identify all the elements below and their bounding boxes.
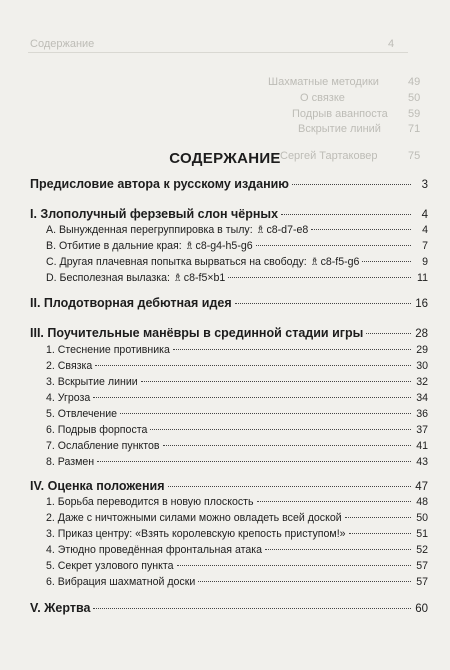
dot-leader [311, 229, 411, 230]
toc-page-number: 28 [415, 328, 428, 340]
bishop-icon: ♗ [255, 223, 266, 236]
ghost-page: 50 [408, 92, 421, 104]
toc-entry-chapter-4[interactable] [30, 478, 428, 494]
toc-entry-label: 5. Отвлечение [46, 408, 118, 420]
toc-entry-label: C. Другая плачевная попытка вырваться на свободу: ♗c8-f5-g6 [46, 255, 360, 268]
ghost-page: 59 [408, 108, 421, 120]
toc-page-number: 51 [416, 528, 428, 540]
move-notation: c8-f5-g6 [320, 256, 360, 268]
toc-page-number: 9 [422, 256, 428, 268]
toc-entry-1c[interactable] [46, 254, 428, 270]
toc-entry-3-4[interactable] [46, 390, 428, 406]
ghost-header-left: Содержание [30, 38, 95, 50]
toc-entry-3-2[interactable] [46, 358, 428, 374]
toc-entry-label: I. Злополучный ферзевый слон чёрных [30, 207, 279, 221]
toc-entry-1a[interactable] [46, 222, 428, 238]
toc-page-number: 48 [416, 496, 428, 508]
bishop-icon: ♗ [184, 239, 195, 252]
toc-page-number: 36 [416, 408, 428, 420]
dot-leader [228, 277, 411, 278]
toc-page-number: 50 [416, 512, 428, 524]
toc-entry-label: III. Поучительные манёвры в срединной стадии игры [30, 326, 364, 340]
toc-page-number: 3 [421, 179, 428, 191]
toc-entry-3-3[interactable] [46, 374, 428, 390]
toc-entry-3-5[interactable] [46, 406, 428, 422]
toc-entry-3-6[interactable] [46, 422, 428, 438]
toc-page-number: 4 [421, 209, 428, 221]
toc-page-number: 11 [417, 272, 428, 284]
contents-heading: СОДЕРЖАНИЕ [169, 150, 281, 167]
dot-leader [235, 303, 411, 304]
dot-leader [141, 381, 411, 382]
ghost-line: Сергей Тартаковер [280, 150, 378, 162]
toc-page-number: 57 [416, 576, 428, 588]
toc-page-number: 37 [416, 424, 428, 436]
toc-entry-1b[interactable] [46, 238, 428, 254]
move-notation: c8-d7-e8 [266, 224, 309, 236]
toc-entry-label: 5. Секрет узлового пункта [46, 560, 174, 572]
toc-entry-label: 2. Даже с ничтожными силами можно овладеть всей доской [46, 512, 342, 524]
toc-page-number: 7 [422, 240, 428, 252]
ghost-page: 75 [408, 150, 421, 162]
toc-entry-label: 3. Вскрытие линии [46, 376, 138, 388]
dot-leader [345, 517, 411, 518]
toc-entry-4-1[interactable] [46, 494, 428, 510]
toc-page-number: 47 [415, 481, 428, 493]
dot-leader [93, 608, 411, 609]
toc-entry-3-1[interactable] [46, 342, 428, 358]
dot-leader [95, 365, 411, 366]
toc-entry-label: D. Бесполезная вылазка: ♗c8-f5×b1 [46, 271, 226, 284]
toc-entry-label: 3. Приказ центру: «Взять королевскую крепость приступом!» [46, 528, 346, 540]
toc-entry-4-2[interactable] [46, 510, 428, 526]
toc-page-number: 52 [416, 544, 428, 556]
toc-entry-label: А. Вынужденная перегруппировка в тылу: ♗c8-d7-e8 [46, 223, 309, 236]
toc-page-number: 34 [416, 392, 428, 404]
toc-page-number: 57 [416, 560, 428, 572]
ghost-page: 49 [408, 76, 421, 88]
dot-leader [163, 445, 411, 446]
dot-leader [120, 413, 411, 414]
toc-entry-label: Предисловие автора к русскому изданию [30, 177, 289, 191]
ghost-line: Шахматные методики [268, 76, 379, 88]
bishop-icon: ♗ [309, 255, 320, 268]
toc-entry-1d[interactable] [46, 270, 428, 286]
move-notation: c8-g4-h5-g6 [195, 240, 253, 252]
dot-leader [177, 565, 411, 566]
toc-entry-label: 1. Борьба переводится в новую плоскость [46, 496, 254, 508]
toc-page-number: 41 [416, 440, 428, 452]
toc-entry-preface[interactable] [30, 176, 428, 192]
ghost-page: 71 [408, 123, 421, 135]
dot-leader [150, 429, 411, 430]
toc-entry-label: V. Жертва [30, 601, 91, 615]
toc-entry-label: IV. Оценка положения [30, 479, 165, 493]
toc-entry-label: II. Плодотворная дебютная идея [30, 296, 232, 310]
dot-leader [168, 486, 412, 487]
toc-page-number: 30 [416, 360, 428, 372]
toc-entry-chapter-5[interactable] [30, 600, 428, 616]
ghost-header-right: 4 [388, 38, 395, 50]
bishop-icon: ♗ [172, 271, 183, 284]
toc-entry-label: 4. Угроза [46, 392, 91, 404]
toc-page-number: 16 [415, 298, 428, 310]
toc-entry-label: 2. Связка [46, 360, 93, 372]
dot-leader [265, 549, 411, 550]
toc-entry-label: 7. Ослабление пунктов [46, 440, 160, 452]
toc-page-number: 32 [416, 376, 428, 388]
toc-entry-3-7[interactable] [46, 438, 428, 454]
toc-entry-4-5[interactable] [46, 558, 428, 574]
dot-leader [256, 245, 411, 246]
toc-entry-4-6[interactable] [46, 574, 428, 590]
ghost-line: О связке [300, 92, 345, 104]
toc-entry-label: 1. Стеснение противника [46, 344, 170, 356]
toc-page-number: 29 [416, 344, 428, 356]
toc-entry-chapter-2[interactable] [30, 295, 428, 311]
dot-leader [349, 533, 411, 534]
toc-entry-4-4[interactable] [46, 542, 428, 558]
dot-leader [97, 461, 411, 462]
move-notation: c8-f5×b1 [183, 272, 226, 284]
toc-entry-label: 4. Этюдно проведённая фронтальная атака [46, 544, 262, 556]
dot-leader [362, 261, 411, 262]
toc-entry-label: 8. Размен [46, 456, 95, 468]
toc-entry-label: 6. Вибрация шахматной доски [46, 576, 196, 588]
dot-leader [292, 184, 411, 185]
dot-leader [257, 501, 411, 502]
toc-entry-4-3[interactable] [46, 526, 428, 542]
dot-leader [173, 349, 411, 350]
dot-leader [281, 214, 411, 215]
toc-page-number: 60 [415, 603, 428, 615]
toc-entry-chapter-3[interactable] [30, 325, 428, 341]
toc-page-number: 43 [416, 456, 428, 468]
dot-leader [366, 333, 411, 334]
ghost-line: Подрыв аванпоста [292, 108, 388, 120]
ghost-header-rule [28, 52, 408, 53]
toc-entry-chapter-1[interactable] [30, 206, 428, 222]
dot-leader [198, 581, 411, 582]
toc-entry-label: B. Отбитие в дальние края: ♗c8-g4-h5-g6 [46, 239, 253, 252]
ghost-line: Вскрытие линий [298, 123, 381, 135]
toc-entry-label: 6. Подрыв форпоста [46, 424, 148, 436]
dot-leader [93, 397, 411, 398]
toc-page-number: 4 [422, 224, 428, 236]
toc-entry-3-8[interactable] [46, 454, 428, 470]
